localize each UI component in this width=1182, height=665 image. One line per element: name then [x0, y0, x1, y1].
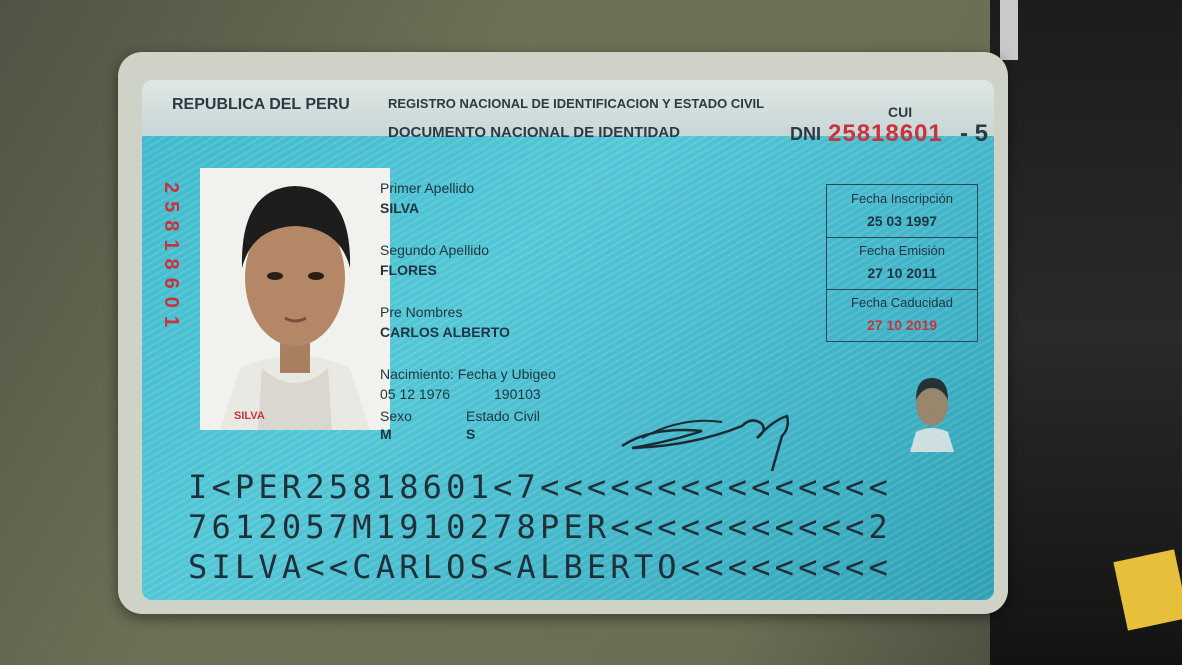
sex-label: Sexo [380, 408, 412, 424]
signature-icon [612, 386, 802, 476]
ubigeo-value: 190103 [494, 386, 541, 402]
birth-label: Nacimiento: Fecha y Ubigeo [380, 366, 556, 382]
first-surname-value: SILVA [380, 200, 420, 216]
ghost-photo [902, 372, 962, 452]
photo-caption: SILVA [234, 410, 265, 422]
expiry-date-box [827, 289, 977, 341]
dni-label: DNI [790, 124, 821, 144]
mrz-line-3: SILVA<<CARLOS<ALBERTO<<<<<<<<< [188, 548, 892, 586]
civil-status-label: Estado Civil [466, 408, 540, 424]
cui-label: CUI [888, 104, 913, 120]
issue-date-value: 27 10 2011 [867, 265, 937, 281]
registry-name: REGISTRO NACIONAL DE IDENTIFICACION Y ESTADO CIVIL [388, 96, 765, 111]
id-card [118, 52, 1008, 614]
dni-number: 25818601 [828, 120, 943, 147]
id-card-face [142, 80, 994, 600]
registration-date-label: Fecha Inscripción [851, 191, 953, 206]
signature [612, 386, 802, 476]
second-surname-label: Segundo Apellido [380, 242, 489, 258]
country-name: REPUBLICA DEL PERU [172, 96, 350, 113]
given-names-label: Pre Nombres [380, 304, 463, 320]
second-surname-value: FLORES [380, 262, 437, 278]
issue-date-label: Fecha Emisión [859, 243, 945, 258]
document-title: DOCUMENTO NACIONAL DE IDENTIDAD [388, 124, 680, 141]
sex-value: M [380, 426, 392, 442]
vertical-dni-number: 25818601 [160, 182, 182, 335]
expiry-date-value: 27 10 2019 [866, 317, 938, 333]
background-strap [1000, 0, 1018, 60]
mrz-line-1: I<PER25818601<7<<<<<<<<<<<<<<< [188, 468, 892, 506]
first-surname-label: Primer Apellido [380, 180, 475, 196]
civil-status-value: S [466, 426, 476, 442]
dni-check-digit: - 5 [960, 120, 989, 147]
registration-date-box [827, 185, 977, 238]
expiry-date-label: Fecha Caducidad [851, 295, 953, 310]
registration-date-value: 25 03 1997 [866, 213, 938, 229]
given-names-value: CARLOS ALBERTO [380, 324, 510, 340]
dates-panel [826, 184, 978, 342]
issue-date-box [827, 237, 977, 290]
ghost-portrait-icon [902, 372, 962, 452]
holder-photo [200, 168, 390, 430]
portrait-icon [200, 168, 390, 430]
mrz-line-2: 7612057M1910278PER<<<<<<<<<<<2 [188, 508, 892, 546]
birth-date-value: 05 12 1976 [380, 386, 451, 402]
